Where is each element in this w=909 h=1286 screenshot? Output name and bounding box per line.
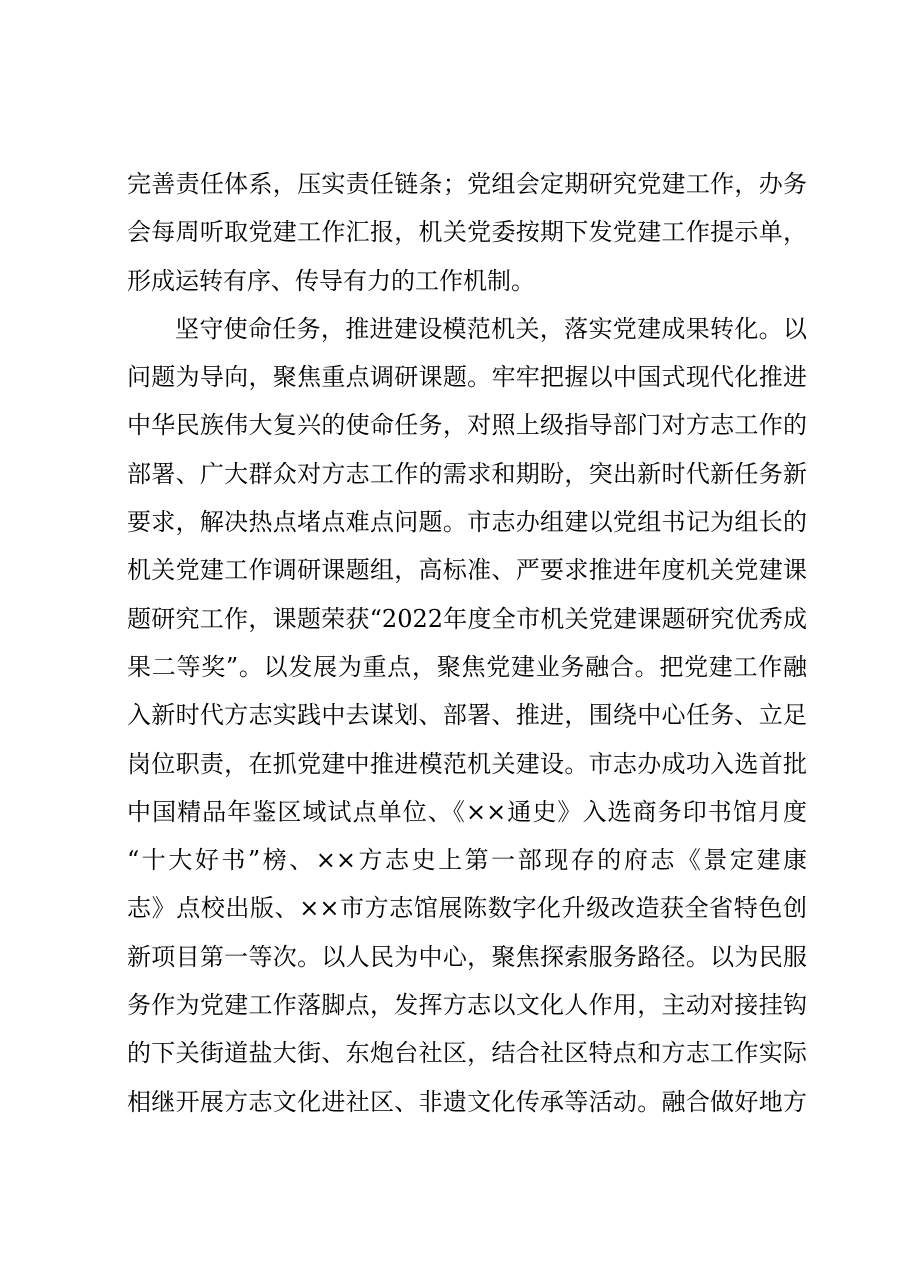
text-line: 的下关街道盐大街、东炮台社区，结合社区特点和方志工作实际 <box>127 1039 807 1068</box>
text-line: 中国精品年鉴区域试点单位、《××通史》入选商务印书馆月度 <box>127 797 807 826</box>
paragraph-first-line: 坚守使命任务，推进建设模范机关，落实党建成果转化。以 <box>175 314 807 343</box>
text-line: 新项目第一等次。以人民为中心，聚焦探索服务路径。以为民服 <box>127 942 807 971</box>
text-line: 问题为导向，聚焦重点调研课题。牢牢把握以中国式现代化推进 <box>127 363 807 392</box>
text-line: 会每周听取党建工作汇报，机关党委按期下发党建工作提示单， <box>127 218 807 247</box>
text-line: 形成运转有序、传导有力的工作机制。 <box>127 266 535 295</box>
text-line: 中华民族伟大复兴的使命任务，对照上级指导部门对方志工作的 <box>127 411 807 440</box>
text-line: 务作为党建工作落脚点，发挥方志以文化人作用，主动对接挂钩 <box>127 991 807 1020</box>
text-line: “十大好书”榜、××方志史上第一部现存的府志《景定建康 <box>127 846 807 875</box>
text-line: 志》点校出版、××市方志馆展陈数字化升级改造获全省特色创 <box>127 894 807 923</box>
text-line: 部署、广大群众对方志工作的需求和期盼，突出新时代新任务新 <box>127 459 807 488</box>
text-line: 相继开展方志文化进社区、非遗文化传承等活动。融合做好地方 <box>127 1087 807 1116</box>
body-text <box>127 160 807 1126</box>
text-line: 机关党建工作调研课题组，高标准、严要求推进年度机关党建课 <box>127 556 807 585</box>
text-line: 要求，解决热点堵点难点问题。市志办组建以党组书记为组长的 <box>127 508 807 537</box>
text-line: 岗位职责，在抓党建中推进模范机关建设。市志办成功入选首批 <box>127 749 807 778</box>
text-line: 入新时代方志实践中去谋划、部署、推进，围绕中心任务、立足 <box>127 701 807 730</box>
text-line: 果二等奖”。以发展为重点，聚焦党建业务融合。把党建工作融 <box>127 652 807 681</box>
text-line: 题研究工作，课题荣获“2022年度全市机关党建课题研究优秀成 <box>127 604 807 633</box>
text-line: 完善责任体系，压实责任链条；党组会定期研究党建工作，办务 <box>127 170 807 198</box>
